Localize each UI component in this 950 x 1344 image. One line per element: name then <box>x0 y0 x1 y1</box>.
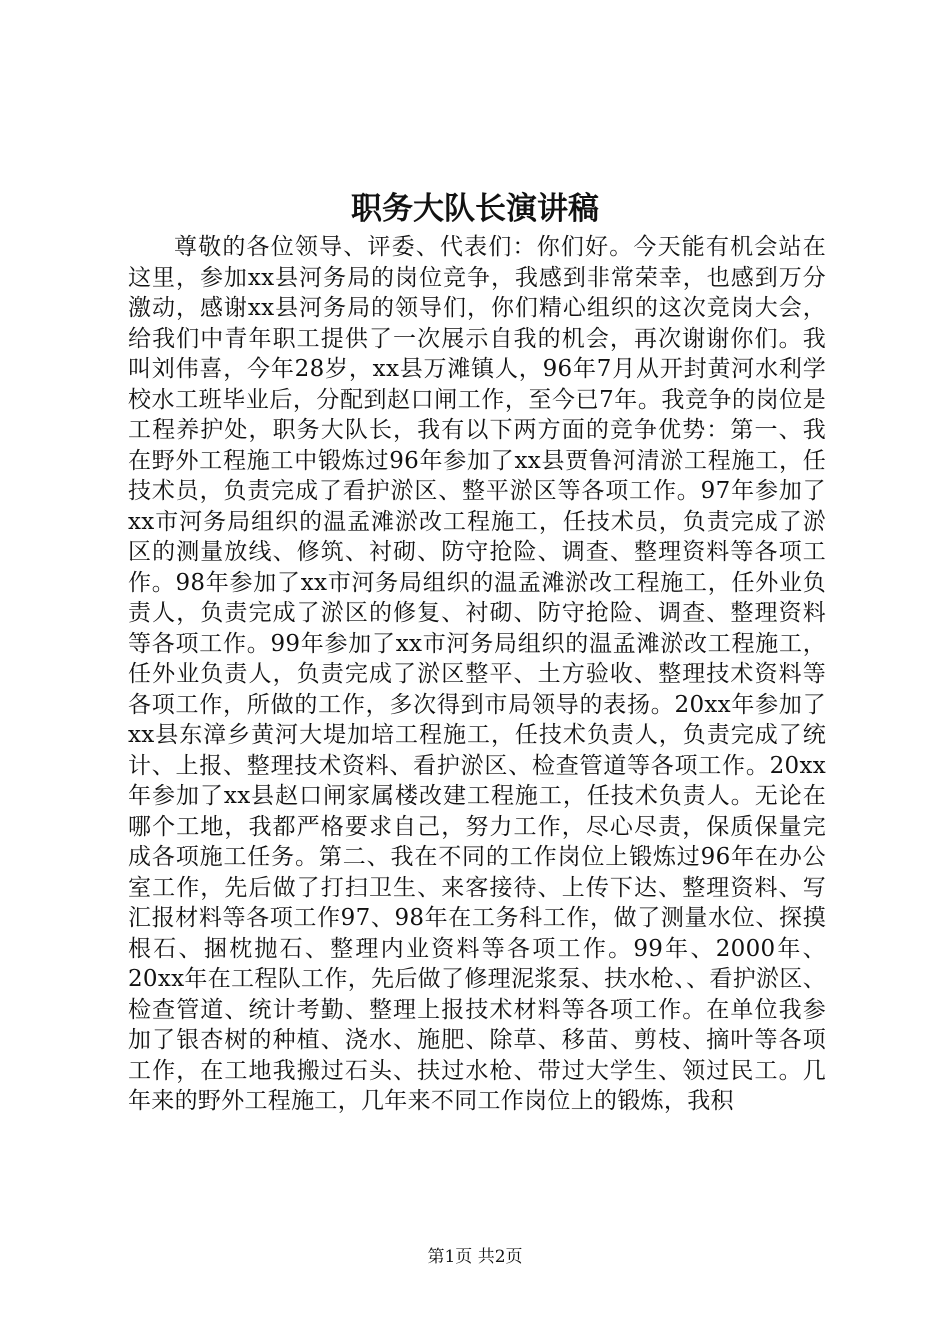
page-footer: 第1页 共2页 <box>427 1247 523 1267</box>
document-title: 职务大队长演讲稿 <box>351 191 599 227</box>
speech-body: 尊敬的各位领导、评委、代表们：你们好。今天能有机会站在这里，参加xx县河务局的岗位竞争，我感到非常荣幸，也感到万分激动，感谢xx县河务局的领导们，你们精心组织的这次竞岗大会，给我们中青年职工提供了一次展示自我的机会，再次谢谢你们。我叫刘伟喜，今年28岁，xx县万滩镇人，96年7月从开封黄河水利学校水工班毕业后，分配到赵口闸工作，至今已7年。我竞争的岗位是工程养护处，职务大队长，我有以下两方面的竞争优势：第一、我在野外工程施工中锻炼过96年参加了xx县贾鲁河清淤工程施工，任技术员，负责完成了看护淤区、整平淤区等各项工作。97年参加了xx市河务局组织的温孟滩淤改工程施工，任技术员，负责完成了淤区的测量放线、修筑、衬砌、防守抢险、调查、整理资料等各项工作。98年参加了xx市河务局组织的温孟滩淤改工程施工，任外业负责人，负责完成了淤区的修复、衬砌、防守抢险、调查、整理资料等各项工作。99年参加了xx市河务局组织的温孟滩淤改工程施工，任外业负责人，负责完成了淤区整平、土方验收、整理技术资料等各项工作，所做的工作，多次得到市局领导的表扬。20xx年参加了xx县东漳乡黄河大堤加培工程施工，任技术负责人，负责完成了统计、上报、整理技术资料、看护淤区、检查管道等各项工作。20xx年参加了xx县赵口闸家属楼改建工程施工，任技术负责人。无论在哪个工地，我都严格要求自己，努力工作，尽心尽责，保质保量完成各项施工任务。第二、我在不同的工作岗位上锻炼过96年在办公室工作，先后做了打扫卫生、来客接待、上传下达、整理资料、写汇报材料等各项工作97、98年在工务科工作，做了测量水位、探摸根石、捆枕抛石、整理内业资料等各项工作。99年、2000年、20xx年在工程队工作，先后做了修理泥浆泵、扶水枪、、看护淤区、检查管道、统计考勤、整理上报技术材料等各项工作。在单位我参加了银杏树的种植、浇水、施肥、除草、移苗、剪枝、摘叶等各项工作，在工地我搬过石头、扶过水枪、带过大学生、领过民工。几年来的野外工程施工，几年来不同工作岗位上的锻炼，我积 <box>128 234 826 1114</box>
